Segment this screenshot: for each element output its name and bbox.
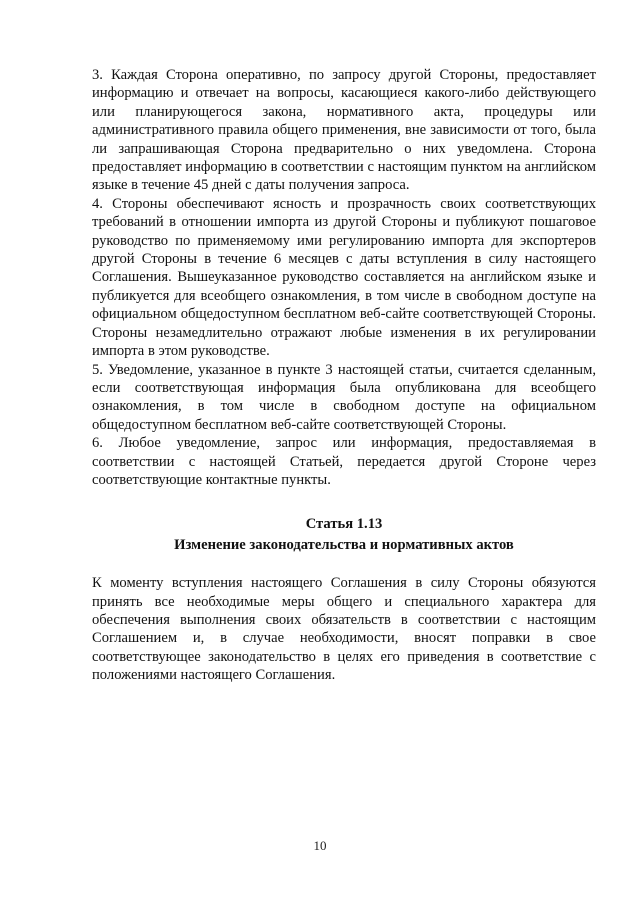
paragraph-6: 6. Любое уведомление, запрос или информация, предоставляемая в соответствии с настоящей Статьей, передается другой Стороне через соответствующие контактные пункты.: [92, 435, 596, 488]
article-title: Изменение законодательства и нормативных актов: [174, 536, 514, 553]
article-heading: [92, 515, 596, 554]
page-number: 10: [313, 838, 327, 853]
article-body: К моменту вступления настоящего Соглашения в силу Стороны обязуются принять все необходимые меры общего и специального характера для обеспечения выполнения своих обязательств в соответствии с настоящим Соглашением и, в случае необходимости, вносят поправки в свое соответствующее законодательство в целях его приведения в соответствие с положениями настоящего Соглашения.: [92, 575, 596, 684]
paragraph-5: 5. Уведомление, указанное в пункте 3 настоящей статьи, считается сделанным, если соответствующая информация была опубликована для всеобщего ознакомления, в том числе в свободном доступе на официальном общедоступном бесплатном веб-сайте соответствующей Стороны.: [92, 361, 596, 433]
document-body: [92, 66, 596, 685]
paragraph-4: 4. Стороны обеспечивают ясность и прозрачность своих соответствующих требований в отношении импорта из другой Стороны и публикуют пошаговое руководство по применяемому ими регулированию импорта для экспортеров другой Стороны в течение 6 месяцев с даты вступления в силу настоящего Соглашения. Вышеуказанное руководство составляется на английском языке и публикуется для всеобщего ознакомления, в том числе в свободном доступе на официальном общедоступном бесплатном веб-сайте соответствующей Стороны. Стороны незамедлительно отражают любые изменения в их регулировании импорта в этом руководстве.: [92, 195, 596, 360]
article-number: Статья 1.13: [305, 516, 383, 533]
paragraph-3: 3. Каждая Сторона оперативно, по запросу другой Стороны, предоставляет информацию и отвечает на вопросы, касающиеся какого-либо действующего или планирующегося закона, нормативного акта, процедуры или административного правила общего применения, вне зависимости от того, была ли запрашивающая Сторона предварительно о них уведомлена. Сторона предоставляет информацию в соответствии с настоящим пунктом на английском языке в течение 45 дней с даты получения запроса.: [92, 67, 596, 194]
